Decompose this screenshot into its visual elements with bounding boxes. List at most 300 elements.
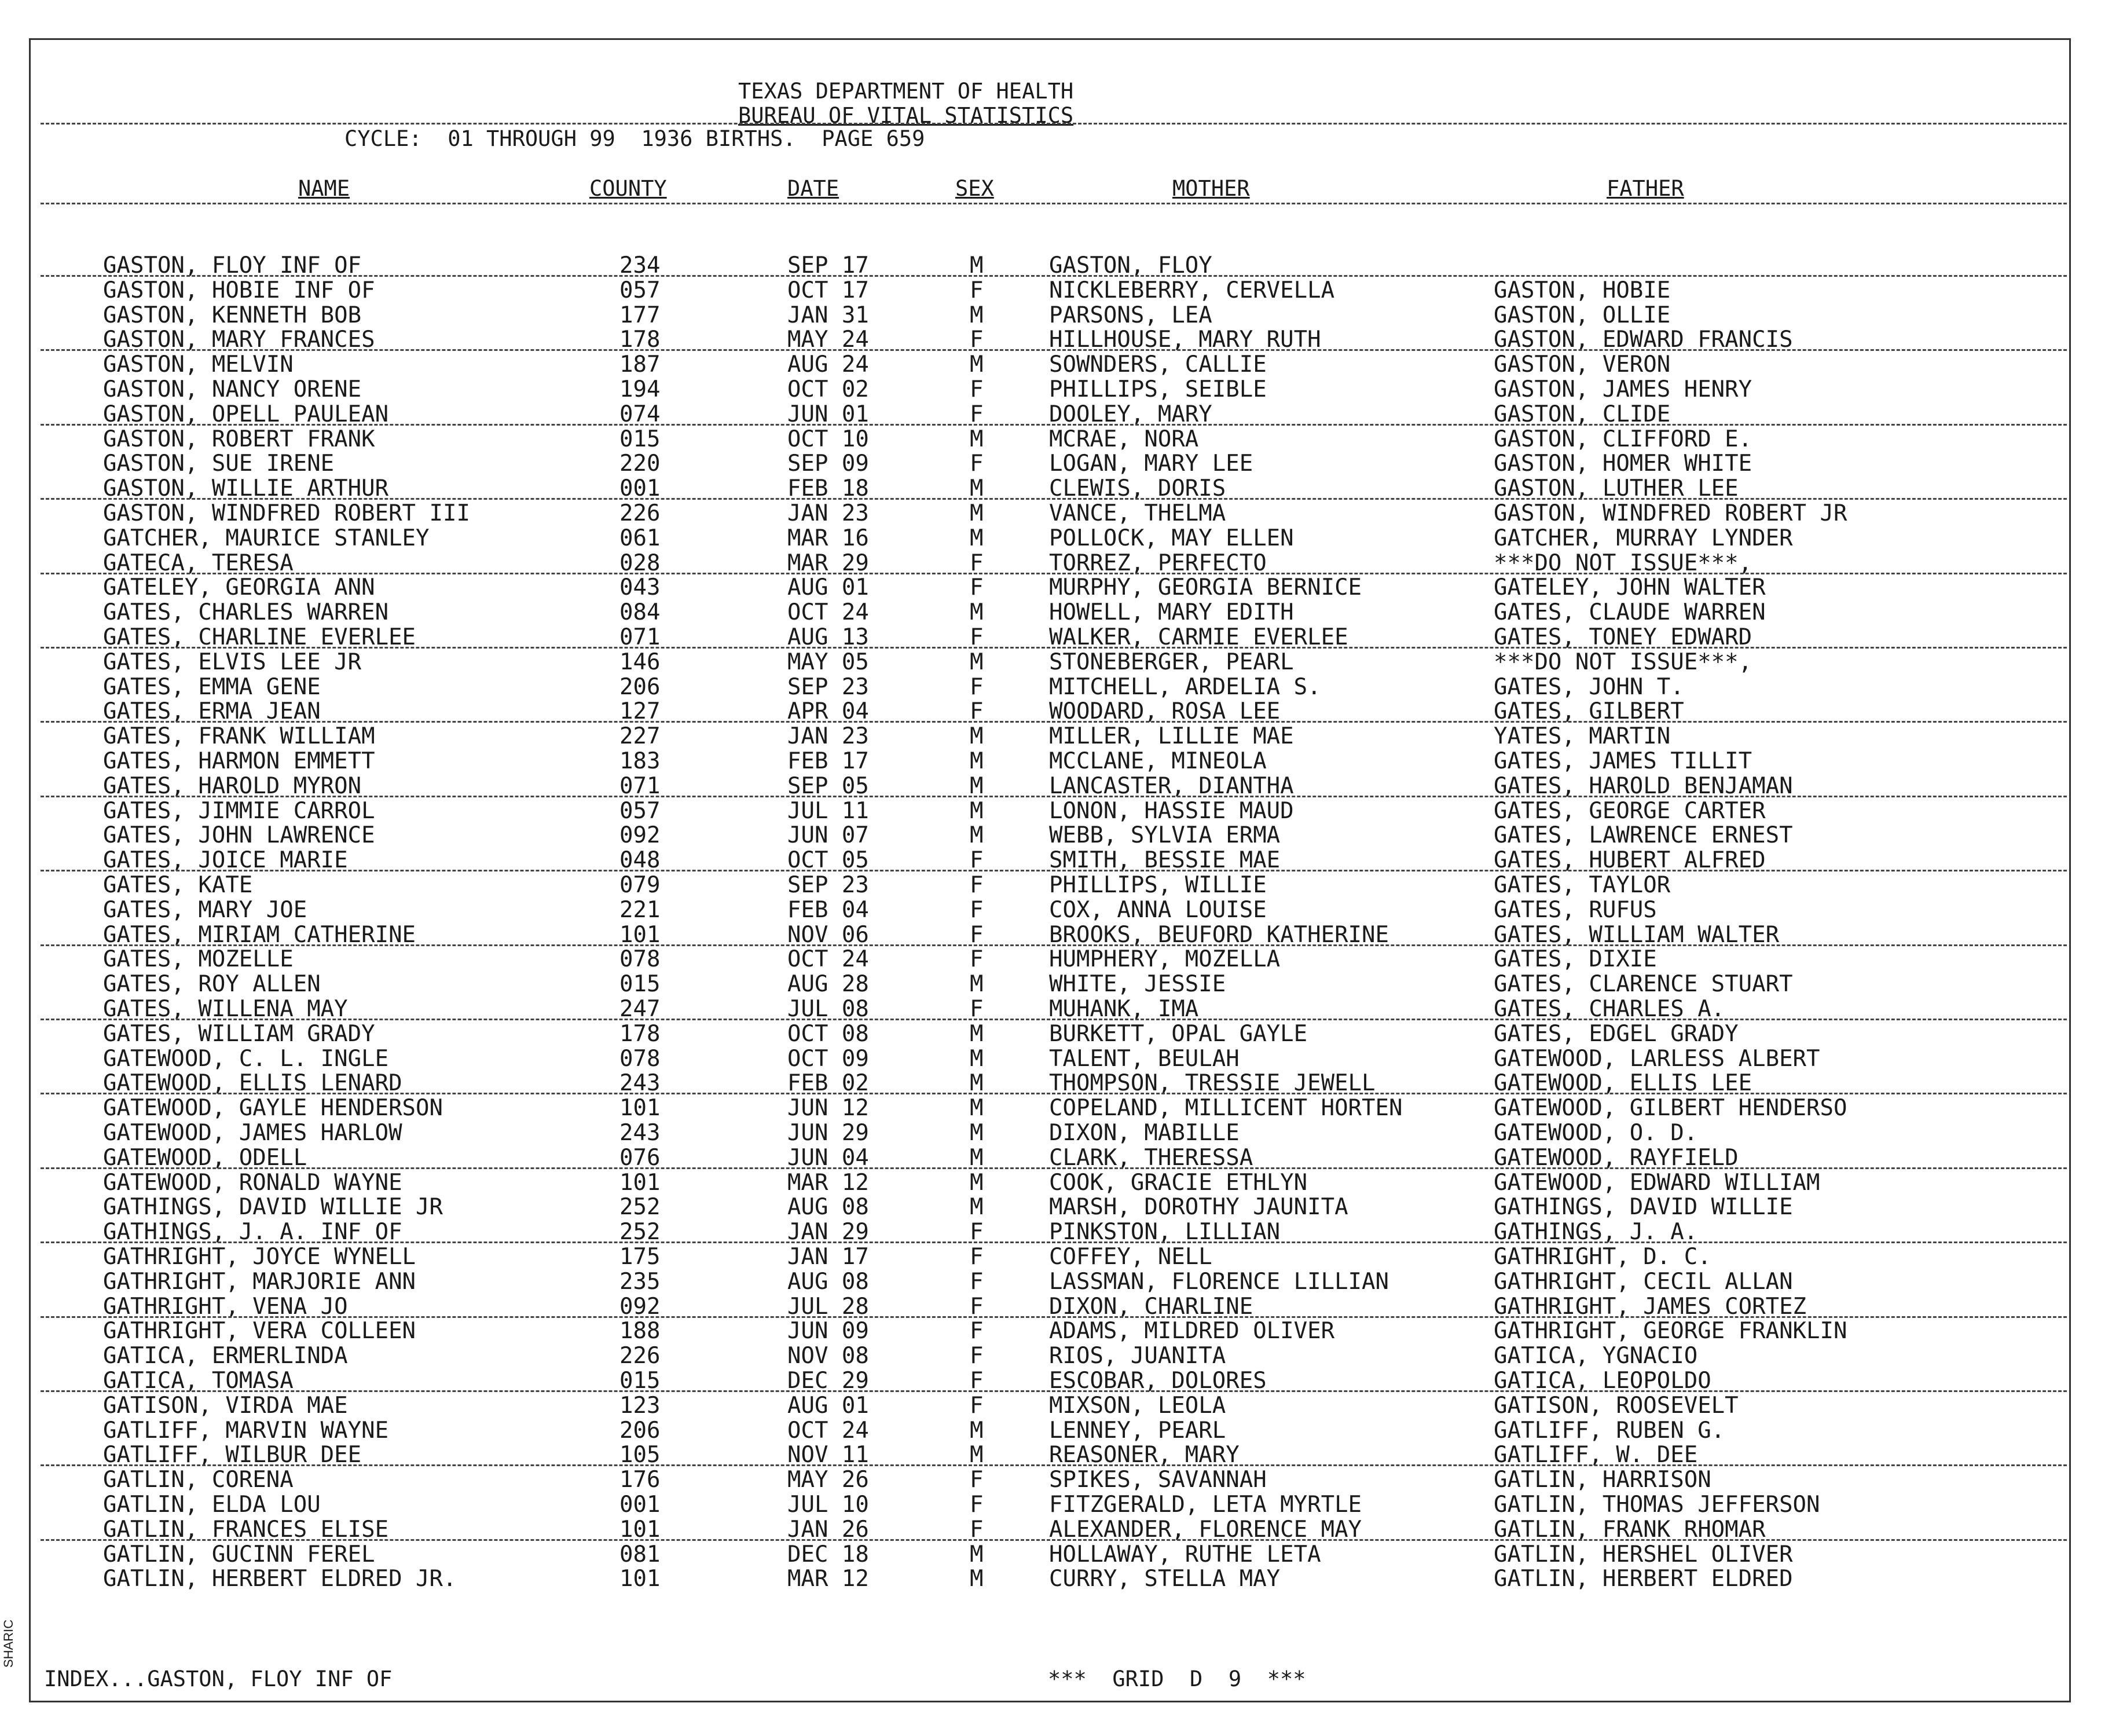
record-name: GATES, MARY JOE [103, 896, 307, 923]
record-mother: HUMPHERY, MOZELLA [1049, 946, 1281, 973]
record-name: GATEWOOD, C. L. INGLE [103, 1045, 389, 1072]
record-mother: HOWELL, MARY EDITH [1049, 599, 1294, 626]
record-name: GASTON, ROBERT FRANK [103, 426, 375, 452]
column-header-sex: SEX [955, 176, 994, 201]
record-name: GATISON, VIRDA MAE [103, 1392, 348, 1419]
record-date: FEB 04 [787, 896, 869, 923]
record-father: GATEWOOD, RAYFIELD [1494, 1144, 1739, 1171]
record-name: GATES, WILLENA MAY [103, 996, 348, 1022]
row-separator [41, 870, 2067, 871]
column-header-rule [41, 203, 2067, 204]
record-sex: F [970, 624, 984, 650]
record-mother: NICKLEBERRY, CERVELLA [1049, 277, 1335, 303]
record-date: OCT 24 [787, 599, 869, 626]
record-county: 028 [619, 550, 661, 576]
record-sex: F [970, 847, 984, 874]
record-father: GATEWOOD, LARLESS ALBERT [1494, 1045, 1820, 1072]
record-mother: MARSH, DOROTHY JAUNITA [1049, 1194, 1348, 1221]
record-name: GATLIFF, WILBUR DEE [103, 1442, 362, 1468]
record-mother: REASONER, MARY [1049, 1442, 1240, 1468]
record-father: GATES, HUBERT ALFRED [1494, 847, 1766, 874]
record-date: JUL 28 [787, 1293, 869, 1320]
record-name: GATEWOOD, RONALD WAYNE [103, 1169, 402, 1196]
record-mother: LOGAN, MARY LEE [1049, 451, 1253, 477]
record-mother: CLARK, THERESSA [1049, 1144, 1253, 1171]
record-mother: THOMPSON, TRESSIE JEWELL [1049, 1070, 1376, 1097]
record-date: FEB 18 [787, 475, 869, 502]
record-sex: M [970, 1566, 984, 1592]
record-name: GATES, JOHN LAWRENCE [103, 822, 375, 849]
record-county: 178 [619, 327, 661, 353]
record-mother: ESCOBAR, DOLORES [1049, 1368, 1267, 1394]
record-father: GATHRIGHT, GEORGE FRANKLIN [1494, 1318, 1847, 1345]
record-date: JUN 29 [787, 1120, 869, 1146]
record-father: GATES, TAYLOR [1494, 872, 1671, 898]
record-date: SEP 09 [787, 451, 869, 477]
record-county: 092 [619, 1293, 661, 1320]
record-county: 015 [619, 426, 661, 452]
record-name: GASTON, WILLIE ARTHUR [103, 475, 389, 502]
row-separator [41, 1464, 2067, 1466]
record-father: GATES, LAWRENCE ERNEST [1494, 822, 1793, 849]
record-date: JAN 23 [787, 723, 869, 750]
record-date: MAY 26 [787, 1467, 869, 1493]
record-row [0, 1517, 2123, 1542]
record-father: GATHRIGHT, D. C. [1494, 1244, 1711, 1270]
column-header-mother: MOTHER [1172, 176, 1250, 201]
record-mother: MITCHELL, ARDELIA S. [1049, 673, 1321, 700]
record-row [0, 1269, 2123, 1294]
record-father: GASTON, HOMER WHITE [1494, 451, 1752, 477]
record-mother: SPIKES, SAVANNAH [1049, 1467, 1267, 1493]
record-sex: M [970, 723, 984, 750]
record-county: 057 [619, 797, 661, 824]
record-county: 175 [619, 1244, 661, 1270]
record-mother: LANCASTER, DIANTHA [1049, 772, 1294, 799]
record-county: 071 [619, 624, 661, 650]
record-mother: BROOKS, BEUFORD KATHERINE [1049, 921, 1389, 948]
record-mother: MUHANK, IMA [1049, 996, 1199, 1022]
record-mother: GASTON, FLOY [1049, 252, 1212, 279]
record-mother: CLEWIS, DORIS [1049, 475, 1226, 502]
record-row [0, 848, 2123, 873]
record-father: GASTON, HOBIE [1494, 277, 1671, 303]
record-father: GASTON, VERON [1494, 351, 1671, 378]
record-father: GATHRIGHT, JAMES CORTEZ [1494, 1293, 1807, 1320]
record-name: GATES, JOICE MARIE [103, 847, 348, 874]
record-name: GATES, ELVIS LEE JR [103, 649, 362, 675]
record-sex: M [970, 772, 984, 799]
record-father: GATES, EDGEL GRADY [1494, 1020, 1739, 1047]
record-date: JAN 23 [787, 500, 869, 526]
column-header-date: DATE [787, 176, 839, 201]
record-father: GATLIN, HARRISON [1494, 1467, 1711, 1493]
record-sex: F [970, 896, 984, 923]
record-date: OCT 09 [787, 1045, 869, 1072]
record-row [0, 427, 2123, 452]
record-row [0, 1492, 2123, 1517]
record-father: GASTON, CLIDE [1494, 401, 1671, 427]
record-county: 252 [619, 1219, 661, 1246]
record-sex: F [970, 698, 984, 725]
record-row [0, 551, 2123, 576]
record-sex: F [970, 327, 984, 353]
record-sex: F [970, 1343, 984, 1369]
record-county: 048 [619, 847, 661, 874]
record-mother: SMITH, BESSIE MAE [1049, 847, 1281, 874]
record-date: DEC 29 [787, 1368, 869, 1394]
record-county: 243 [619, 1120, 661, 1146]
record-row [0, 526, 2123, 551]
record-mother: FITZGERALD, LETA MYRTLE [1049, 1492, 1362, 1518]
record-row [0, 675, 2123, 699]
record-mother: WALKER, CARMIE EVERLEE [1049, 624, 1348, 650]
record-name: GATES, WILLIAM GRADY [103, 1020, 375, 1047]
row-separator [41, 647, 2067, 649]
record-sex: M [970, 1417, 984, 1444]
record-father: ***DO NOT ISSUE***, [1494, 550, 1752, 576]
record-date: NOV 11 [787, 1442, 869, 1468]
record-county: 127 [619, 698, 661, 725]
record-father: GATES, CHARLES A. [1494, 996, 1725, 1022]
record-row [0, 972, 2123, 997]
record-date: MAR 12 [787, 1566, 869, 1592]
record-county: 076 [619, 1144, 661, 1171]
record-father: GATICA, LEOPOLDO [1494, 1368, 1711, 1394]
record-mother: COX, ANNA LOUISE [1049, 896, 1267, 923]
record-row [0, 699, 2123, 724]
record-father: GATES, RUFUS [1494, 896, 1657, 923]
record-father: GASTON, EDWARD FRANCIS [1494, 327, 1793, 353]
record-mother: COPELAND, MILLICENT HORTEN [1049, 1095, 1403, 1122]
record-name: GASTON, MARY FRANCES [103, 327, 375, 353]
record-county: 206 [619, 1417, 661, 1444]
record-sex: F [970, 673, 984, 700]
record-mother: ADAMS, MILDRED OLIVER [1049, 1318, 1335, 1345]
row-separator [41, 1093, 2067, 1094]
row-separator [41, 424, 2067, 426]
record-county: 226 [619, 1343, 661, 1369]
record-date: OCT 05 [787, 847, 869, 874]
record-row [0, 1071, 2123, 1096]
record-father: GATISON, ROOSEVELT [1494, 1392, 1739, 1419]
record-name: GATEWOOD, ODELL [103, 1144, 307, 1171]
record-name: GATELEY, GEORGIA ANN [103, 574, 375, 601]
record-sex: M [970, 525, 984, 551]
record-date: OCT 24 [787, 1417, 869, 1444]
record-mother: DOOLEY, MARY [1049, 401, 1212, 427]
record-father: GATES, HAROLD BENJAMAN [1494, 772, 1793, 799]
record-father: GATCHER, MURRAY LYNDER [1494, 525, 1793, 551]
record-date: SEP 23 [787, 872, 869, 898]
record-date: SEP 17 [787, 252, 869, 279]
row-separator [41, 1241, 2067, 1243]
row-separator [41, 721, 2067, 723]
record-county: 092 [619, 822, 661, 849]
record-county: 123 [619, 1392, 661, 1419]
record-row [0, 1418, 2123, 1443]
footer-grid: *** GRID D 9 *** [1048, 1667, 1306, 1691]
record-date: NOV 08 [787, 1343, 869, 1369]
record-name: GATES, CHARLINE EVERLEE [103, 624, 416, 650]
record-name: GATHRIGHT, VERA COLLEEN [103, 1318, 416, 1345]
record-date: OCT 17 [787, 277, 869, 303]
record-sex: M [970, 1120, 984, 1146]
record-county: 187 [619, 351, 661, 378]
record-sex: M [970, 599, 984, 626]
record-mother: MIXSON, LEOLA [1049, 1392, 1226, 1419]
footer-index: INDEX...GASTON, FLOY INF OF [44, 1667, 393, 1691]
record-county: 101 [619, 1095, 661, 1122]
record-mother: BURKETT, OPAL GAYLE [1049, 1020, 1308, 1047]
record-row [0, 575, 2123, 600]
record-sex: M [970, 797, 984, 824]
record-county: 084 [619, 599, 661, 626]
record-father: GASTON, WINDFRED ROBERT JR [1494, 500, 1847, 526]
record-county: 220 [619, 451, 661, 477]
record-sex: F [970, 277, 984, 303]
record-name: GATES, HARMON EMMETT [103, 748, 375, 774]
record-mother: MCRAE, NORA [1049, 426, 1199, 452]
record-name: GATHINGS, DAVID WILLIE JR [103, 1194, 443, 1221]
record-father: YATES, MARTIN [1494, 723, 1671, 750]
record-county: 177 [619, 302, 661, 328]
record-row [0, 451, 2123, 476]
record-father: GATHINGS, DAVID WILLIE [1494, 1194, 1793, 1221]
record-name: GASTON, OPELL PAULEAN [103, 401, 389, 427]
record-sex: M [970, 1442, 984, 1468]
record-sex: M [970, 252, 984, 279]
record-county: 227 [619, 723, 661, 750]
header-rule [41, 123, 2067, 124]
record-name: GASTON, HOBIE INF OF [103, 277, 375, 303]
record-date: MAR 16 [787, 525, 869, 551]
record-date: JAN 31 [787, 302, 869, 328]
record-row [0, 625, 2123, 650]
record-date: JUL 10 [787, 1492, 869, 1518]
record-county: 243 [619, 1070, 661, 1097]
record-county: 252 [619, 1194, 661, 1221]
record-sex: F [970, 1318, 984, 1345]
record-sex: F [970, 1467, 984, 1493]
record-father: GATEWOOD, O. D. [1494, 1120, 1698, 1146]
record-county: 079 [619, 872, 661, 898]
record-sex: M [970, 748, 984, 774]
row-separator [41, 498, 2067, 500]
record-sex: F [970, 1392, 984, 1419]
record-row [0, 1566, 2123, 1591]
record-county: 057 [619, 277, 661, 303]
record-date: AUG 28 [787, 971, 869, 998]
column-header-county: COUNTY [589, 176, 667, 201]
record-row [0, 600, 2123, 625]
record-mother: TORREZ, PERFECTO [1049, 550, 1267, 576]
record-father: GATES, DIXIE [1494, 946, 1657, 973]
record-date: AUG 01 [787, 1392, 869, 1419]
record-county: 001 [619, 1492, 661, 1518]
record-county: 101 [619, 1516, 661, 1543]
record-name: GATES, ERMA JEAN [103, 698, 321, 725]
record-name: GATLIFF, MARVIN WAYNE [103, 1417, 389, 1444]
record-name: GATICA, ERMERLINDA [103, 1343, 348, 1369]
row-separator [41, 1019, 2067, 1020]
record-mother: HOLLAWAY, RUTHE LETA [1049, 1541, 1321, 1567]
record-sex: F [970, 550, 984, 576]
record-name: GATES, KATE [103, 872, 253, 898]
record-county: 176 [619, 1467, 661, 1493]
record-father: GATLIFF, RUBEN G. [1494, 1417, 1725, 1444]
record-row [0, 724, 2123, 749]
record-name: GATES, FRANK WILLIAM [103, 723, 375, 750]
record-row [0, 352, 2123, 377]
record-mother: HILLHOUSE, MARY RUTH [1049, 327, 1321, 353]
record-father: ***DO NOT ISSUE***, [1494, 649, 1752, 675]
row-separator [41, 1390, 2067, 1392]
record-name: GATECA, TERESA [103, 550, 294, 576]
record-sex: M [970, 1070, 984, 1097]
record-date: JUN 01 [787, 401, 869, 427]
record-county: 183 [619, 748, 661, 774]
record-sex: M [970, 1194, 984, 1221]
record-father: GATES, TONEY EDWARD [1494, 624, 1752, 650]
record-date: FEB 17 [787, 748, 869, 774]
record-date: FEB 02 [787, 1070, 869, 1097]
record-name: GATES, EMMA GENE [103, 673, 321, 700]
record-date: OCT 10 [787, 426, 869, 452]
record-date: APR 04 [787, 698, 869, 725]
record-sex: M [970, 500, 984, 526]
record-name: GATHRIGHT, VENA JO [103, 1293, 348, 1320]
record-mother: LENNEY, PEARL [1049, 1417, 1226, 1444]
record-sex: F [970, 1293, 984, 1320]
record-father: GATES, GILBERT [1494, 698, 1684, 725]
row-separator [41, 275, 2067, 277]
record-father: GATLIN, HERBERT ELDRED [1494, 1566, 1793, 1592]
record-name: GATLIN, FRANCES ELISE [103, 1516, 389, 1543]
record-father: GATICA, YGNACIO [1494, 1343, 1698, 1369]
record-name: GATES, JIMMIE CARROL [103, 797, 375, 824]
record-date: DEC 18 [787, 1541, 869, 1567]
side-label: SHARIC [1, 1619, 16, 1668]
record-date: JUN 07 [787, 822, 869, 849]
record-sex: F [970, 1219, 984, 1246]
record-county: 101 [619, 1566, 661, 1592]
record-name: GASTON, FLOY INF OF [103, 252, 362, 279]
record-date: MAY 05 [787, 649, 869, 675]
record-sex: M [970, 1020, 984, 1047]
record-sex: M [970, 426, 984, 452]
record-row [0, 1096, 2123, 1120]
record-row [0, 823, 2123, 848]
record-county: 234 [619, 252, 661, 279]
record-sex: M [970, 1045, 984, 1072]
record-county: 015 [619, 1368, 661, 1394]
record-sex: F [970, 1268, 984, 1295]
record-row [0, 997, 2123, 1021]
record-row [0, 253, 2123, 278]
record-sex: M [970, 351, 984, 378]
record-name: GASTON, SUE IRENE [103, 451, 335, 477]
record-mother: STONEBERGER, PEARL [1049, 649, 1294, 675]
record-name: GATHRIGHT, JOYCE WYNELL [103, 1244, 416, 1270]
record-row [0, 650, 2123, 675]
record-date: AUG 08 [787, 1268, 869, 1295]
record-row [0, 1467, 2123, 1492]
record-county: 001 [619, 475, 661, 502]
record-name: GASTON, KENNETH BOB [103, 302, 362, 328]
record-row [0, 1294, 2123, 1319]
row-separator [41, 1167, 2067, 1169]
record-mother: TALENT, BEULAH [1049, 1045, 1240, 1072]
row-separator [41, 1539, 2067, 1541]
record-date: JAN 26 [787, 1516, 869, 1543]
record-row [0, 1170, 2123, 1195]
record-date: AUG 13 [787, 624, 869, 650]
record-row [0, 1343, 2123, 1368]
record-father: GASTON, OLLIE [1494, 302, 1671, 328]
record-father: GASTON, LUTHER LEE [1494, 475, 1739, 502]
header-subtitle: BUREAU OF VITAL STATISTICS [738, 103, 1074, 128]
record-row [0, 774, 2123, 799]
record-row [0, 1219, 2123, 1244]
record-row [0, 1145, 2123, 1170]
record-row [0, 501, 2123, 526]
column-header-name: NAME [298, 176, 350, 201]
record-sex: M [970, 1169, 984, 1196]
record-name: GATEWOOD, ELLIS LENARD [103, 1070, 402, 1097]
record-name: GATEWOOD, GAYLE HENDERSON [103, 1095, 443, 1122]
record-name: GATICA, TOMASA [103, 1368, 294, 1394]
record-sex: M [970, 1541, 984, 1567]
row-separator [41, 1316, 2067, 1318]
record-sex: F [970, 574, 984, 601]
record-county: 061 [619, 525, 661, 551]
record-sex: F [970, 1368, 984, 1394]
record-mother: CURRY, STELLA MAY [1049, 1566, 1281, 1592]
record-county: 101 [619, 1169, 661, 1196]
record-row [0, 1442, 2123, 1467]
record-sex: F [970, 921, 984, 948]
record-name: GATLIN, HERBERT ELDRED JR. [103, 1566, 457, 1592]
record-mother: MCCLANE, MINEOLA [1049, 748, 1267, 774]
record-mother: WOODARD, ROSA LEE [1049, 698, 1281, 725]
column-header-father: FATHER [1607, 176, 1684, 201]
record-row [0, 1244, 2123, 1269]
record-father: GASTON, JAMES HENRY [1494, 376, 1752, 402]
record-mother: VANCE, THELMA [1049, 500, 1226, 526]
record-date: JUN 04 [787, 1144, 869, 1171]
record-date: NOV 06 [787, 921, 869, 948]
record-name: GASTON, WINDFRED ROBERT III [103, 500, 470, 526]
record-date: JUL 11 [787, 797, 869, 824]
record-row [0, 1393, 2123, 1418]
record-name: GATLIN, ELDA LOU [103, 1492, 321, 1518]
record-county: 226 [619, 500, 661, 526]
record-mother: WHITE, JESSIE [1049, 971, 1226, 998]
row-separator [41, 944, 2067, 946]
record-date: OCT 08 [787, 1020, 869, 1047]
record-date: JUN 12 [787, 1095, 869, 1122]
record-mother: DIXON, CHARLINE [1049, 1293, 1253, 1320]
record-date: AUG 24 [787, 351, 869, 378]
record-date: MAR 12 [787, 1169, 869, 1196]
record-date: JUN 09 [787, 1318, 869, 1345]
record-county: 101 [619, 921, 661, 948]
record-name: GATES, MOZELLE [103, 946, 294, 973]
record-father: GATELEY, JOHN WALTER [1494, 574, 1766, 601]
record-name: GATHINGS, J. A. INF OF [103, 1219, 402, 1246]
record-sex: F [970, 1492, 984, 1518]
